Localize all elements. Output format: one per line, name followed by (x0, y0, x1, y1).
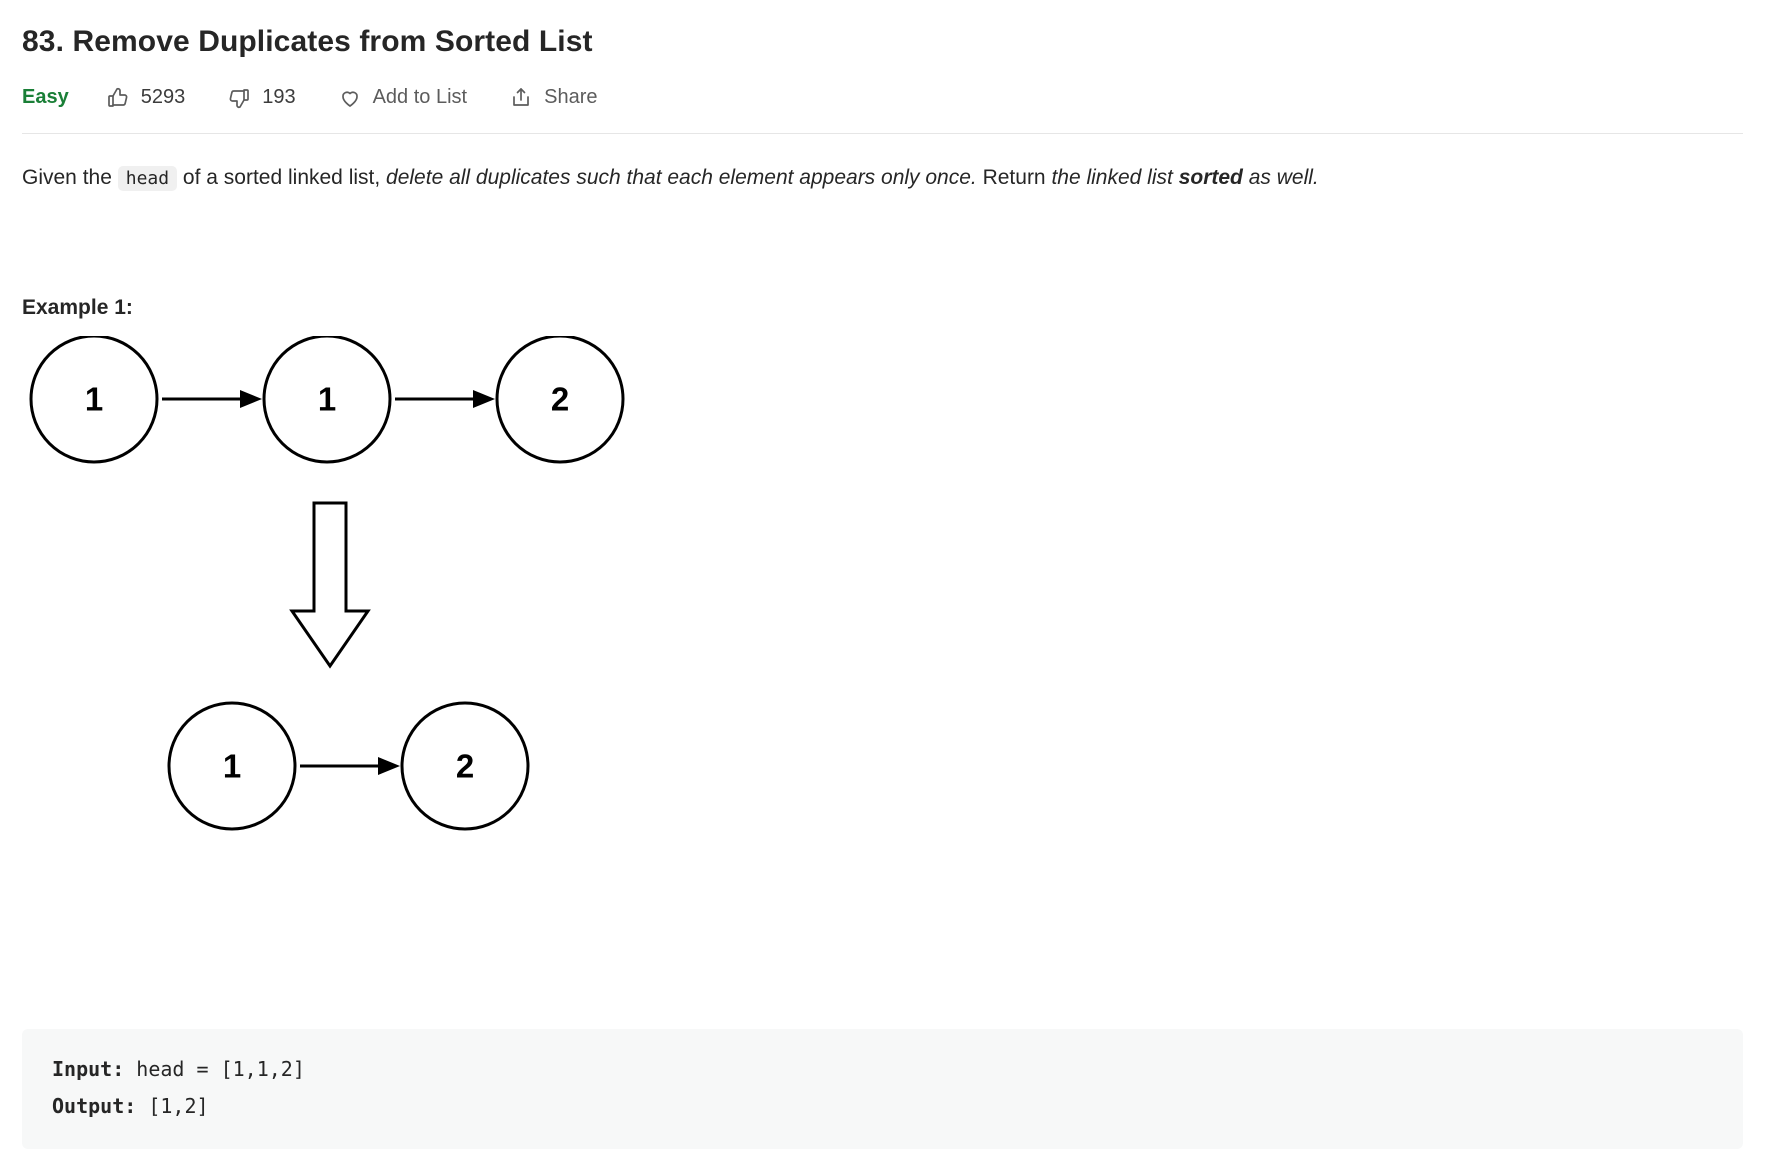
like-count: 5293 (140, 86, 186, 108)
down-arrow-icon (292, 503, 368, 666)
inline-code-head: head (118, 166, 177, 191)
thumbs-up-icon (106, 86, 130, 110)
input-label: Input: (52, 1057, 125, 1081)
heart-icon (338, 86, 362, 110)
dislike-button[interactable] (227, 86, 295, 110)
problem-description (22, 160, 1742, 197)
description-italic-2: the linked list (1051, 165, 1179, 189)
node-label-input-2: 2 (550, 380, 570, 418)
description-italic-3: as well. (1242, 165, 1319, 189)
page-title: 83. Remove Duplicates from Sorted List (22, 25, 593, 58)
example-input-line (52, 1051, 1713, 1088)
description-bold-italic: sorted (1178, 165, 1243, 189)
input-node-3 (497, 336, 623, 462)
output-node-1 (169, 703, 295, 829)
description-part-3: Return (976, 165, 1052, 189)
example-output-line (52, 1088, 1713, 1125)
arrow-input-0-1 (162, 390, 262, 408)
header-divider (22, 133, 1743, 134)
share-label: Share (544, 86, 598, 108)
description-italic-1: delete all duplicates such that each element appears only once. (386, 165, 977, 189)
arrow-output-0-1 (300, 757, 400, 775)
node-label-input-0: 1 (84, 380, 104, 418)
difficulty-badge: Easy (22, 86, 69, 108)
arrow-input-1-2 (395, 390, 495, 408)
dislike-count: 193 (262, 86, 296, 108)
problem-meta-row (22, 81, 1743, 115)
example-code-block (22, 1029, 1743, 1149)
input-value: head = [1,1,2] (124, 1057, 305, 1081)
node-label-output-0: 1 (222, 747, 242, 785)
output-label: Output: (52, 1094, 137, 1118)
like-button[interactable] (106, 86, 186, 110)
share-button[interactable] (509, 86, 597, 110)
linked-list-diagram (22, 336, 742, 876)
output-value: [1,2] (136, 1094, 209, 1118)
example-heading: Example 1: (22, 296, 133, 320)
output-node-2 (402, 703, 528, 829)
description-part-1: Given the (22, 165, 118, 189)
add-to-list-button[interactable] (338, 86, 468, 110)
share-icon (509, 86, 533, 110)
node-label-input-1: 1 (317, 380, 337, 418)
add-to-list-label: Add to List (372, 86, 468, 108)
node-label-output-1: 2 (455, 747, 475, 785)
description-part-2: of a sorted linked list, (177, 165, 387, 189)
example-diagram (22, 336, 1743, 881)
input-node-1 (31, 336, 157, 462)
input-node-2 (264, 336, 390, 462)
thumbs-down-icon (227, 86, 251, 110)
